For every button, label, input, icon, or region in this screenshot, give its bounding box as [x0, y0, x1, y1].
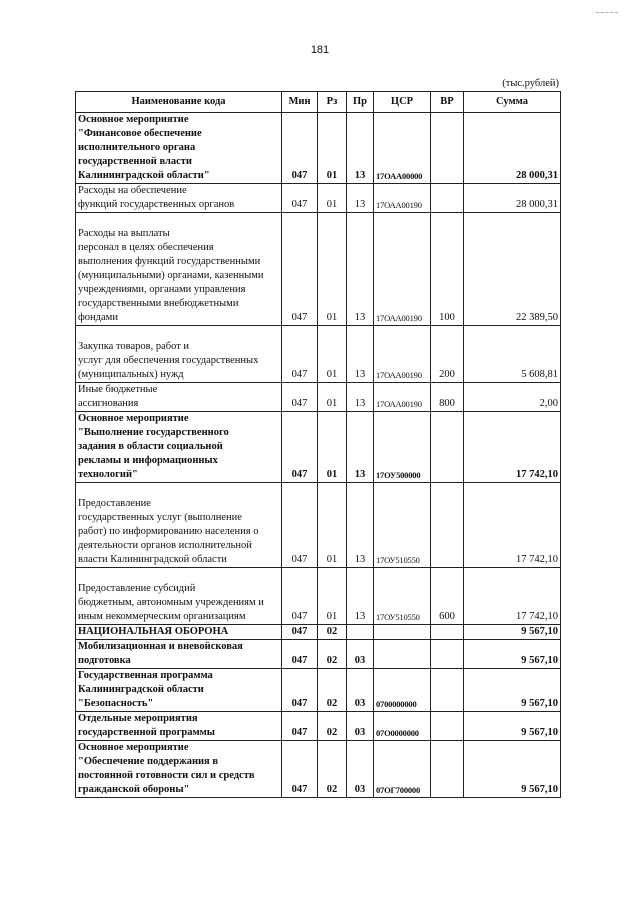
table-row: [76, 669, 561, 712]
table-row: [76, 113, 561, 184]
table-row: [76, 213, 561, 326]
row-pr: 13: [347, 568, 374, 625]
row-rz: 02: [318, 625, 347, 640]
row-rz: 01: [318, 326, 347, 383]
row-min: 047: [282, 213, 318, 326]
row-pr: 03: [347, 669, 374, 712]
row-rz: 01: [318, 213, 347, 326]
row-name: Закупка товаров, работ и услуг для обеспечения государственных (муниципальных) нужд: [76, 326, 282, 383]
col-header-csr: ЦСР: [374, 92, 431, 113]
row-rz: 01: [318, 113, 347, 184]
row-min: 047: [282, 640, 318, 669]
row-rz: 02: [318, 741, 347, 798]
row-vr: [431, 640, 464, 669]
row-vr: [431, 669, 464, 712]
row-rz: 01: [318, 483, 347, 568]
row-csr: 07ОГ700000: [374, 741, 431, 798]
row-rz: 02: [318, 669, 347, 712]
table-row: [76, 568, 561, 625]
row-csr: 17ОАА00190: [374, 326, 431, 383]
row-pr: 13: [347, 483, 374, 568]
col-header-min: Мин: [282, 92, 318, 113]
row-vr: 100: [431, 213, 464, 326]
col-header-vr: ВР: [431, 92, 464, 113]
table-row: [76, 383, 561, 412]
row-min: 047: [282, 712, 318, 741]
row-name: Предоставление субсидий бюджетным, автономным учреждениям и иным некоммерческим организациям: [76, 568, 282, 625]
row-sum: 17 742,10: [464, 483, 561, 568]
row-rz: 02: [318, 712, 347, 741]
page-number: 181: [310, 44, 330, 56]
row-min: 047: [282, 483, 318, 568]
row-min: 047: [282, 669, 318, 712]
row-csr: 17ОУ510550: [374, 483, 431, 568]
row-vr: [431, 184, 464, 213]
table-row: [76, 712, 561, 741]
row-name: Государственная программа Калининградской области "Безопасность": [76, 669, 282, 712]
row-csr: 17ОАА00190: [374, 383, 431, 412]
row-sum: 9 567,10: [464, 625, 561, 640]
budget-table: [75, 91, 561, 798]
row-min: 047: [282, 412, 318, 483]
row-vr: [431, 712, 464, 741]
row-pr: 13: [347, 113, 374, 184]
row-sum: 9 567,10: [464, 669, 561, 712]
row-min: 047: [282, 625, 318, 640]
row-name: Предоставление государственных услуг (выполнение работ) по информированию населения о деятельности органов исполнительной власти Калининградской области: [76, 483, 282, 568]
row-csr: [374, 640, 431, 669]
row-name: Основное мероприятие "Выполнение государственного задания в области социальной рекламы и информационных технологий": [76, 412, 282, 483]
row-rz: 01: [318, 184, 347, 213]
table-row: [76, 184, 561, 213]
row-name: Основное мероприятие "Обеспечение поддержания в постоянной готовности сил и средств гражданской обороны": [76, 741, 282, 798]
row-csr: 17ОУ500000: [374, 412, 431, 483]
table-row: [76, 326, 561, 383]
table-row: [76, 625, 561, 640]
row-min: 047: [282, 184, 318, 213]
row-name: Отдельные мероприятия государственной программы: [76, 712, 282, 741]
row-name: НАЦИОНАЛЬНАЯ ОБОРОНА: [76, 625, 282, 640]
row-pr: 13: [347, 412, 374, 483]
row-min: 047: [282, 113, 318, 184]
row-csr: 17ОАА00190: [374, 184, 431, 213]
row-sum: 9 567,10: [464, 640, 561, 669]
row-name: Иные бюджетные ассигнования: [76, 383, 282, 412]
row-vr: 600: [431, 568, 464, 625]
col-header-pr: Пр: [347, 92, 374, 113]
row-sum: 9 567,10: [464, 712, 561, 741]
row-csr: [374, 625, 431, 640]
row-rz: 01: [318, 412, 347, 483]
row-csr: 17ОАА00000: [374, 113, 431, 184]
row-rz: 02: [318, 640, 347, 669]
row-vr: [431, 412, 464, 483]
row-pr: 13: [347, 213, 374, 326]
row-vr: 200: [431, 326, 464, 383]
col-header-rz: Рз: [318, 92, 347, 113]
row-sum: 28 000,31: [464, 113, 561, 184]
row-rz: 01: [318, 568, 347, 625]
table-row: [76, 741, 561, 798]
row-sum: 22 389,50: [464, 213, 561, 326]
row-name: Расходы на обеспечение функций государственных органов: [76, 184, 282, 213]
row-vr: [431, 483, 464, 568]
row-pr: 03: [347, 712, 374, 741]
row-pr: 13: [347, 383, 374, 412]
row-vr: [431, 625, 464, 640]
row-sum: 17 742,10: [464, 568, 561, 625]
row-name: Расходы на выплаты персонал в целях обеспечения выполнения функций государственными (муниципальными) органами, казенными учреждениями, органами управления государственными внебюджетными фондами: [76, 213, 282, 326]
col-header-name: Наименование кода: [76, 92, 282, 113]
row-pr: 03: [347, 741, 374, 798]
row-pr: 13: [347, 326, 374, 383]
row-sum: 9 567,10: [464, 741, 561, 798]
table-header-row: [76, 92, 561, 113]
row-csr: 0700000000: [374, 669, 431, 712]
col-header-sum: Сумма: [464, 92, 561, 113]
row-name: Мобилизационная и вневойсковая подготовка: [76, 640, 282, 669]
row-min: 047: [282, 326, 318, 383]
row-pr: [347, 625, 374, 640]
scan-mark: [596, 12, 618, 14]
table-row: [76, 640, 561, 669]
row-min: 047: [282, 383, 318, 412]
row-csr: 17ОУ510550: [374, 568, 431, 625]
row-vr: [431, 741, 464, 798]
row-sum: 2,00: [464, 383, 561, 412]
row-csr: 17ОАА00190: [374, 213, 431, 326]
row-pr: 03: [347, 640, 374, 669]
row-sum: 5 608,81: [464, 326, 561, 383]
row-rz: 01: [318, 383, 347, 412]
row-vr: 800: [431, 383, 464, 412]
row-sum: 28 000,31: [464, 184, 561, 213]
table-row: [76, 412, 561, 483]
row-pr: 13: [347, 184, 374, 213]
units-label: (тыс.рублей): [502, 78, 559, 89]
row-name: Основное мероприятие "Финансовое обеспечение исполнительного органа государственной власти Калининградской области": [76, 113, 282, 184]
row-min: 047: [282, 741, 318, 798]
row-vr: [431, 113, 464, 184]
row-sum: 17 742,10: [464, 412, 561, 483]
table-row: [76, 483, 561, 568]
row-min: 047: [282, 568, 318, 625]
row-csr: 07О0000000: [374, 712, 431, 741]
